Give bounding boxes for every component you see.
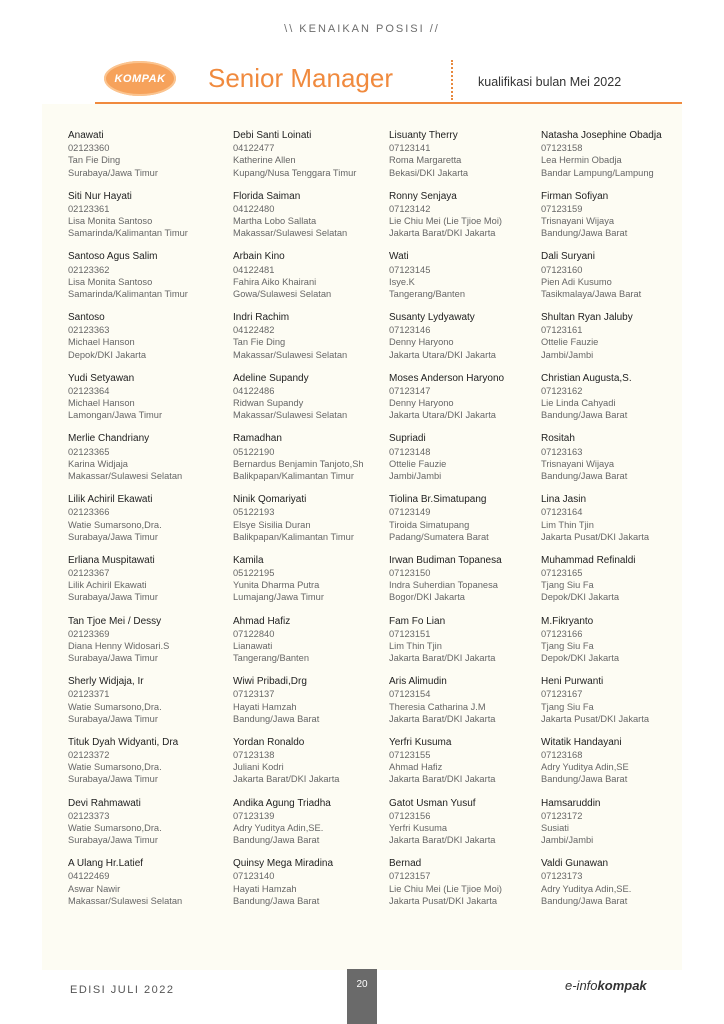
member-location: Lumajang/Jawa Timur [233,592,324,603]
member-id: 07123167 [541,689,583,700]
member-location: Depok/DKI Jakarta [68,349,147,360]
member-name: Lilik Achiril Ekawati [68,494,153,506]
member-id: 02123361 [68,203,110,214]
member-name: Tiolina Br.Simatupang [389,494,487,506]
member-name: Ramadhan [233,433,282,445]
member-location: Bandung/Jawa Barat [233,713,320,724]
member-name: Witatik Handayani [541,736,622,748]
member-name: Erliana Muspitawati [68,554,155,566]
member-entry [68,494,228,555]
member-id: 02123367 [68,568,110,579]
member-location: Depok/DKI Jakarta [541,653,620,664]
member-name: Lisuanty Therry [389,130,458,141]
member-referrer: Lie Chiu Mei (Lie Tjioe Moi) [389,216,502,227]
member-name: Florida Saiman [233,190,301,202]
member-location: Bandung/Jawa Barat [233,895,320,906]
member-referrer: Lie Chiu Mei (Lie Tjioe Moi) [389,883,502,894]
member-entry [68,373,228,434]
member-entry [541,312,701,373]
member-referrer: Ottelie Fauzie [389,458,447,469]
member-id: 07123173 [541,871,583,882]
member-id: 07123161 [541,325,583,336]
member-entry [68,251,228,312]
member-referrer: Lie Linda Cahyadi [541,398,616,409]
member-id: 02123371 [68,689,110,700]
member-entry [233,251,393,312]
member-referrer: Watie Sumarsono,Dra. [68,519,162,530]
member-referrer: Lisa Monita Santoso [68,216,153,227]
member-location: Bandung/Jawa Barat [541,228,628,239]
brand-footer [565,978,647,993]
member-entry [541,676,701,737]
member-location: Depok/DKI Jakarta [541,592,620,603]
title-divider [451,60,453,100]
member-location: Jakarta Utara/DKI Jakarta [389,349,496,360]
member-name: Natasha Josephine Obadja [541,130,662,141]
member-location: Jambi/Jambi [541,835,594,846]
member-name: Moses Anderson Haryono [389,372,505,384]
member-referrer: Denny Haryono [389,398,454,409]
member-id: 04122486 [233,385,275,396]
member-location: Bandung/Jawa Barat [541,410,628,421]
member-location: Jakarta Barat/DKI Jakarta [389,774,496,785]
page-number-box [347,969,377,1024]
member-entry [541,798,701,859]
member-entry [233,312,393,373]
member-id: 02123373 [68,810,110,821]
brand-prefix: e-info [565,978,598,993]
member-entry [541,251,701,312]
member-referrer: Tjang Siu Fa [541,640,594,651]
member-location: Tasikmalaya/Jawa Barat [541,288,642,299]
member-entry [233,373,393,434]
member-id: 07123151 [389,628,431,639]
member-name: Susanty Lydyawaty [389,312,475,324]
member-referrer: Hayati Hamzah [233,883,297,894]
member-id: 02123364 [68,385,110,396]
member-location: Makassar/Sulawesi Selatan [233,228,348,239]
member-name: Yudi Setyawan [68,372,135,384]
member-entry [389,312,549,373]
member-entry [389,494,549,555]
member-id: 07123146 [389,325,431,336]
member-entry [389,130,549,191]
member-location: Makassar/Sulawesi Selatan [233,410,348,421]
member-name: Anawati [68,130,104,141]
member-id: 02123369 [68,628,110,639]
member-entry [541,616,701,677]
member-entry [389,737,549,798]
member-id: 04122469 [68,871,110,882]
member-name: Valdi Gunawan [541,858,609,870]
member-referrer: Isye.K [389,276,415,287]
member-id: 07123157 [389,871,431,882]
member-entry [68,130,228,191]
member-name: Merlie Chandriany [68,433,150,445]
member-entry [389,433,549,494]
member-name: Debi Santi Loinati [233,130,312,141]
member-location: Bandung/Jawa Barat [541,895,628,906]
member-location: Padang/Sumatera Barat [389,531,489,542]
member-name: Yordan Ronaldo [233,736,305,748]
member-entry [389,373,549,434]
member-location: Surabaya/Jawa Timur [68,713,158,724]
member-id: 07123138 [233,750,275,761]
member-name: Yerfri Kusuma [389,736,452,748]
member-referrer: Roma Margaretta [389,155,462,166]
member-id: 07123166 [541,628,583,639]
member-entry [68,737,228,798]
member-entry [389,676,549,737]
member-name: Shultan Ryan Jaluby [541,312,633,324]
member-name: Heni Purwanti [541,676,604,688]
member-column-4 [541,130,701,919]
member-name: Santoso [68,312,105,324]
member-referrer: Michael Hanson [68,398,135,409]
member-name: Supriadi [389,433,426,445]
member-id: 07123140 [233,871,275,882]
member-entry [389,555,549,616]
member-location: Jambi/Jambi [541,349,594,360]
member-column-1 [68,130,228,919]
member-column-3 [389,130,549,919]
member-referrer: Lim Thin Tjin [389,640,442,651]
member-entry [233,858,393,919]
member-name: Tan Tjoe Mei / Dessy [68,615,162,627]
member-location: Jakarta Barat/DKI Jakarta [389,713,496,724]
member-entry [68,858,228,919]
member-referrer: Watie Sumarsono,Dra. [68,701,162,712]
member-name: Santoso Agus Salim [68,251,158,263]
member-id: 02123365 [68,446,110,457]
member-entry [389,251,549,312]
member-name: Devi Rahmawati [68,797,141,809]
member-name: Siti Nur Hayati [68,190,132,202]
member-name: Aris Alimudin [389,676,447,688]
member-entry [233,798,393,859]
member-id: 04122477 [233,143,275,154]
member-id: 07123163 [541,446,583,457]
brand-bold: kompak [597,978,647,993]
member-id: 02123372 [68,750,110,761]
member-entry [68,616,228,677]
member-location: Makassar/Sulawesi Selatan [68,471,183,482]
member-id: 07123154 [389,689,431,700]
member-id: 07123162 [541,385,583,396]
member-id: 02123363 [68,325,110,336]
member-referrer: Ahmad Hafiz [389,762,443,773]
member-referrer: Lilik Achiril Ekawati [68,580,147,591]
member-id: 07123159 [541,203,583,214]
member-entry [233,676,393,737]
member-entry [233,616,393,677]
member-location: Bogor/DKI Jakarta [389,592,465,603]
member-name: Firman Sofiyan [541,190,609,202]
member-referrer: Michael Hanson [68,337,135,348]
member-name: Bernad [389,858,422,870]
header-divider-line [95,102,682,104]
edition-label: EDISI JULI 2022 [70,984,175,996]
member-location: Surabaya/Jawa Timur [68,653,158,664]
member-location: Jakarta Barat/DKI Jakarta [389,835,496,846]
member-referrer: Trisnayani Wijaya [541,458,615,469]
logo-text: KOMPAK [114,72,166,85]
member-entry [68,191,228,252]
member-id: 07123141 [389,143,431,154]
member-id: 07123158 [541,143,583,154]
member-location: Samarinda/Kalimantan Timur [68,228,188,239]
member-location: Surabaya/Jawa Timur [68,167,158,178]
member-name: Ninik Qomariyati [233,494,307,506]
member-name: Lina Jasin [541,494,587,506]
member-column-2 [233,130,393,919]
member-entry [68,676,228,737]
member-id: 05122195 [233,568,275,579]
member-name: Rositah [541,433,575,445]
member-entry [541,191,701,252]
kompak-logo [104,61,176,96]
member-location: Lamongan/Jawa Timur [68,410,163,421]
member-name: A Ulang Hr.Latief [68,858,144,870]
member-location: Jambi/Jambi [389,471,442,482]
member-name: Christian Augusta,S. [541,372,632,384]
member-entry [233,191,393,252]
member-referrer: Watie Sumarsono,Dra. [68,762,162,773]
member-name: Ronny Senjaya [389,190,457,202]
member-location: Bekasi/DKI Jakarta [389,167,469,178]
member-location: Balikpapan/Kalimantan Timur [233,531,354,542]
member-entry [541,737,701,798]
member-id: 07123137 [233,689,275,700]
member-entry [389,616,549,677]
member-name: Dali Suryani [541,251,595,263]
member-entry [541,130,701,191]
member-id: 07123165 [541,568,583,579]
member-id: 07123139 [233,810,275,821]
member-referrer: Karina Widjaja [68,458,128,469]
member-entry [389,191,549,252]
member-id: 07123145 [389,264,431,275]
member-name: Indri Rachim [233,312,290,324]
member-id: 04122482 [233,325,275,336]
member-entry [233,494,393,555]
member-location: Jakarta Pusat/DKI Jakarta [541,531,649,542]
member-referrer: Adry Yuditya Adin,SE [541,762,629,773]
member-id: 07123164 [541,507,583,518]
member-id: 04122480 [233,203,275,214]
member-entry [68,798,228,859]
member-entry [541,555,701,616]
member-referrer: Adry Yuditya Adin,SE. [541,883,632,894]
member-name: Sherly Widjaja, Ir [68,676,144,688]
member-location: Jakarta Utara/DKI Jakarta [389,410,496,421]
member-id: 07123148 [389,446,431,457]
member-id: 05122193 [233,507,275,518]
member-name: Ahmad Hafiz [233,615,291,627]
member-location: Bandar Lampung/Lampung [541,167,654,178]
member-location: Tangerang/Banten [389,288,465,299]
member-referrer: Yunita Dharma Putra [233,580,320,591]
member-name: Andika Agung Triadha [233,797,331,809]
member-id: 07123160 [541,264,583,275]
member-referrer: Martha Lobo Sallata [233,216,317,227]
member-referrer: Katherine Allen [233,155,296,166]
member-entry [68,433,228,494]
member-id: 07123155 [389,750,431,761]
member-referrer: Elsye Sisilia Duran [233,519,311,530]
member-referrer: Tjang Siu Fa [541,701,594,712]
member-location: Makassar/Sulawesi Selatan [68,895,183,906]
member-id: 04122481 [233,264,275,275]
member-entry [541,494,701,555]
member-id: 07122840 [233,628,275,639]
member-name: Wiwi Pribadi,Drg [233,676,307,688]
member-name: Hamsaruddin [541,797,601,809]
member-name: Wati [389,251,409,263]
member-id: 02123366 [68,507,110,518]
member-location: Gowa/Sulawesi Selatan [233,288,332,299]
member-referrer: Lea Hermin Obadja [541,155,622,166]
member-location: Surabaya/Jawa Timur [68,774,158,785]
member-location: Surabaya/Jawa Timur [68,531,158,542]
member-location: Jakarta Pusat/DKI Jakarta [389,895,497,906]
member-referrer: Tjang Siu Fa [541,580,594,591]
member-id: 07123150 [389,568,431,579]
member-name: Quinsy Mega Miradina [233,858,334,870]
member-referrer: Ridwan Supandy [233,398,304,409]
member-referrer: Juliani Kodri [233,762,284,773]
member-entry [68,555,228,616]
member-referrer: Trisnayani Wijaya [541,216,615,227]
member-location: Jakarta Barat/DKI Jakarta [389,653,496,664]
member-referrer: Adry Yuditya Adin,SE. [233,822,324,833]
member-referrer: Ottelie Fauzie [541,337,599,348]
page-subtitle: kualifikasi bulan Mei 2022 [478,75,622,89]
member-referrer: Denny Haryono [389,337,454,348]
member-referrer: Hayati Hamzah [233,701,297,712]
member-name: Tituk Dyah Widyanti, Dra [68,736,179,748]
member-entry [233,737,393,798]
member-location: Jakarta Pusat/DKI Jakarta [541,713,649,724]
member-name: Muhammad Refinaldi [541,554,636,566]
member-location: Jakarta Barat/DKI Jakarta [233,774,340,785]
member-id: 07123156 [389,810,431,821]
member-referrer: Tan Fie Ding [68,155,121,166]
member-location: Jakarta Barat/DKI Jakarta [389,228,496,239]
member-location: Bandung/Jawa Barat [541,774,628,785]
member-referrer: Diana Henny Widosari.S [68,640,170,651]
member-id: 07123149 [389,507,431,518]
page-number: 20 [356,979,368,990]
member-id: 02123360 [68,143,110,154]
member-referrer: Tiroida Simatupang [389,519,470,530]
section-label: \\ KENAIKAN POSISI // [284,23,440,35]
member-id: 07123172 [541,810,583,821]
member-name: Irwan Budiman Topanesa [389,554,502,566]
member-referrer: Lisa Monita Santoso [68,276,153,287]
member-entry [541,373,701,434]
member-name: Adeline Supandy [233,372,309,384]
member-entry [389,798,549,859]
member-id: 07123142 [389,203,431,214]
member-referrer: Indra Suherdian Topanesa [389,580,498,591]
member-entry [233,433,393,494]
member-entry [541,433,701,494]
member-referrer: Lianawati [233,640,273,651]
member-id: 07123147 [389,385,431,396]
member-name: Fam Fo Lian [389,615,446,627]
member-name: Gatot Usman Yusuf [389,797,476,809]
member-referrer: Bernardus Benjamin Tanjoto,Sh [233,458,364,469]
member-entry [541,858,701,919]
member-referrer: Aswar Nawir [68,883,121,894]
page-title: Senior Manager [208,63,393,93]
member-id: 07123168 [541,750,583,761]
member-location: Balikpapan/Kalimantan Timur [233,471,354,482]
member-location: Bandung/Jawa Barat [541,471,628,482]
member-referrer: Pien Adi Kusumo [541,276,612,287]
member-name: Kamila [233,554,264,566]
member-id: 05122190 [233,446,275,457]
member-referrer: Watie Sumarsono,Dra. [68,822,162,833]
member-location: Surabaya/Jawa Timur [68,835,158,846]
member-location: Tangerang/Banten [233,653,309,664]
member-entry [233,130,393,191]
member-location: Makassar/Sulawesi Selatan [233,349,348,360]
member-referrer: Yerfri Kusuma [389,822,448,833]
member-location: Surabaya/Jawa Timur [68,592,158,603]
member-referrer: Lim Thin Tjin [541,519,594,530]
member-referrer: Susiati [541,822,569,833]
member-location: Bandung/Jawa Barat [233,835,320,846]
member-id: 02123362 [68,264,110,275]
member-referrer: Tan Fie Ding [233,337,286,348]
member-location: Kupang/Nusa Tenggara Timur [233,167,357,178]
member-location: Samarinda/Kalimantan Timur [68,288,188,299]
member-entry [389,858,549,919]
member-referrer: Fahira Aiko Khairani [233,276,317,287]
member-entry [233,555,393,616]
member-name: M.Fikryanto [541,615,594,627]
member-name: Arbain Kino [233,251,285,263]
member-entry [68,312,228,373]
member-referrer: Theresia Catharina J.M [389,701,486,712]
